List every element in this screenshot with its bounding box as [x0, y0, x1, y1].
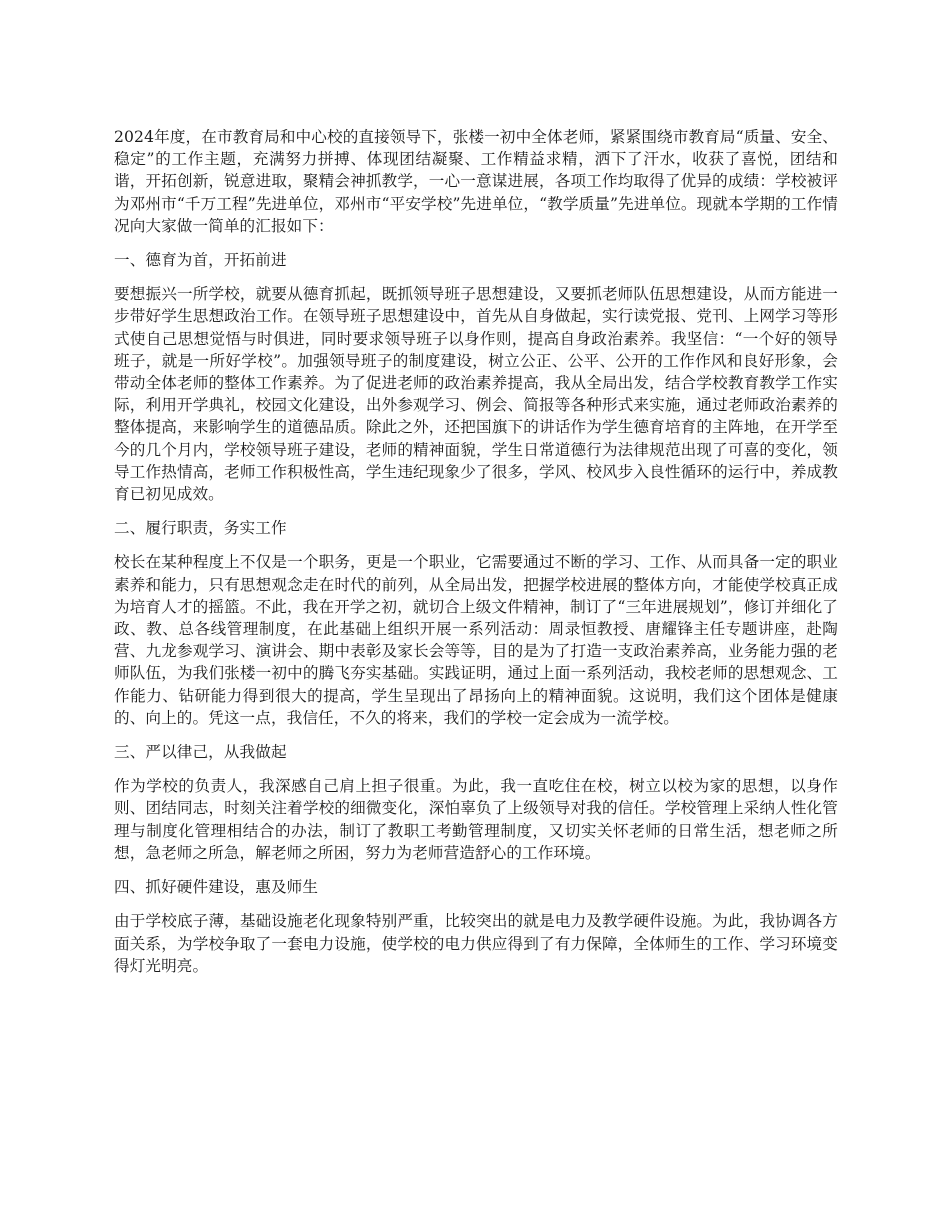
intro-paragraph: 2024年度，在市教育局和中心校的直接领导下，张楼一初中全体老师，紧紧围绕市教育局“质量、安全、稳定”的工作主题，充满努力拼搏、体现团结凝聚、工作精益求精，洒下了汗水，收获了喜悦，团结和谐，开拓创新，锐意进取，聚精会神抓教学，一心一意谋进展，各项工作均取得了优异的成绩：学校被评为邓州市“千万工程”先进单位，邓州市“平安学校”先进单位，“教学质量”先进单位。现就本学期的工作情况向大家做一简单的汇报如下： [114, 128, 838, 235]
section-3-paragraph: 作为学校的负责人，我深感自己肩上担子很重。为此，我一直吃住在校，树立以校为家的思想，以身作则、团结同志，时刻关注着学校的细微变化，深怕辜负了上级领导对我的信任。学校管理上采纳人性化管理与制度化管理相结合的办法，制订了教职工考勤管理制度，又切实关怀老师的日常生活，想老师之所想，急老师之所急，解老师之所困，努力为老师营造舒心的工作环境。 [114, 777, 838, 862]
section-heading-1: 一、德育为首，开拓前进 [114, 251, 287, 270]
section-heading-4: 四、抓好硬件建设，惠及师生 [114, 878, 319, 897]
section-2-paragraph: 校长在某种程度上不仅是一个职务，更是一个职业，它需要通过不断的学习、工作、从而具备一定的职业素养和能力，只有思想观念走在时代的前列，从全局出发，把握学校进展的整体方向，才能使学校真正成为培育人才的摇篮。不此，我在开学之初，就切合上级文件精神，制订了“三年进展规划”，修订并细化了政、教、总各线管理制度，在此基础上组织开展一系列活动：周录恒教授、唐耀锋主任专题讲座，赴陶营、九龙参观学习、演讲会、期中表彰及家长会等等，目的是为了打造一支政治素养高，业务能力强的老师队伍，为我们张楼一初中的腾飞夯实基础。实践证明，通过上面一系列活动，我校老师的思想观念、工作能力、钻研能力得到很大的提高，学生呈现出了昂扬向上的精神面貌。这说明，我们这个团体是健康的、向上的。凭这一点，我信任，不久的将来，我们的学校一定会成为一流学校。 [114, 553, 838, 727]
section-heading-3: 三、严以律己，从我做起 [114, 743, 287, 762]
section-heading-2: 二、履行职责，务实工作 [114, 519, 287, 538]
section-1-paragraph: 要想振兴一所学校，就要从德育抓起，既抓领导班子思想建设，又要抓老师队伍思想建设，从而方能进一步带好学生思想政治工作。在领导班子思想建设中，首先从自身做起，实行读党报、党刊、上网学习等形式使自己思想觉悟与时俱进，同时要求领导班子以身作则，提高自身政治素养。我坚信：“一个好的领导班子，就是一所好学校”。加强领导班子的制度建设，树立公正、公平、公开的工作作风和良好形象，会带动全体老师的整体工作素养。为了促进老师的政治素养提高，我从全局出发，结合学校教育教学工作实际，利用开学典礼，校园文化建设，出外参观学习、例会、简报等各种形式来实施，通过老师政治素养的整体提高，来影响学生的道德品质。除此之外，还把国旗下的讲话作为学生德育培育的主阵地，在开学至今的几个月内，学校领导班子建设，老师的精神面貌，学生日常道德行为法律规范出现了可喜的变化，领导工作热情高，老师工作积极性高，学生违纪现象少了很多，学风、校风步入良性循环的运行中，养成教育已初见成效。 [114, 285, 838, 504]
section-4-paragraph: 由于学校底子薄，基础设施老化现象特别严重，比较突出的就是电力及教学硬件设施。为此，我协调各方面关系，为学校争取了一套电力设施，使学校的电力供应得到了有力保障，全体师生的工作、学习环境变得灯光明亮。 [114, 912, 838, 975]
document-body [114, 126, 838, 989]
